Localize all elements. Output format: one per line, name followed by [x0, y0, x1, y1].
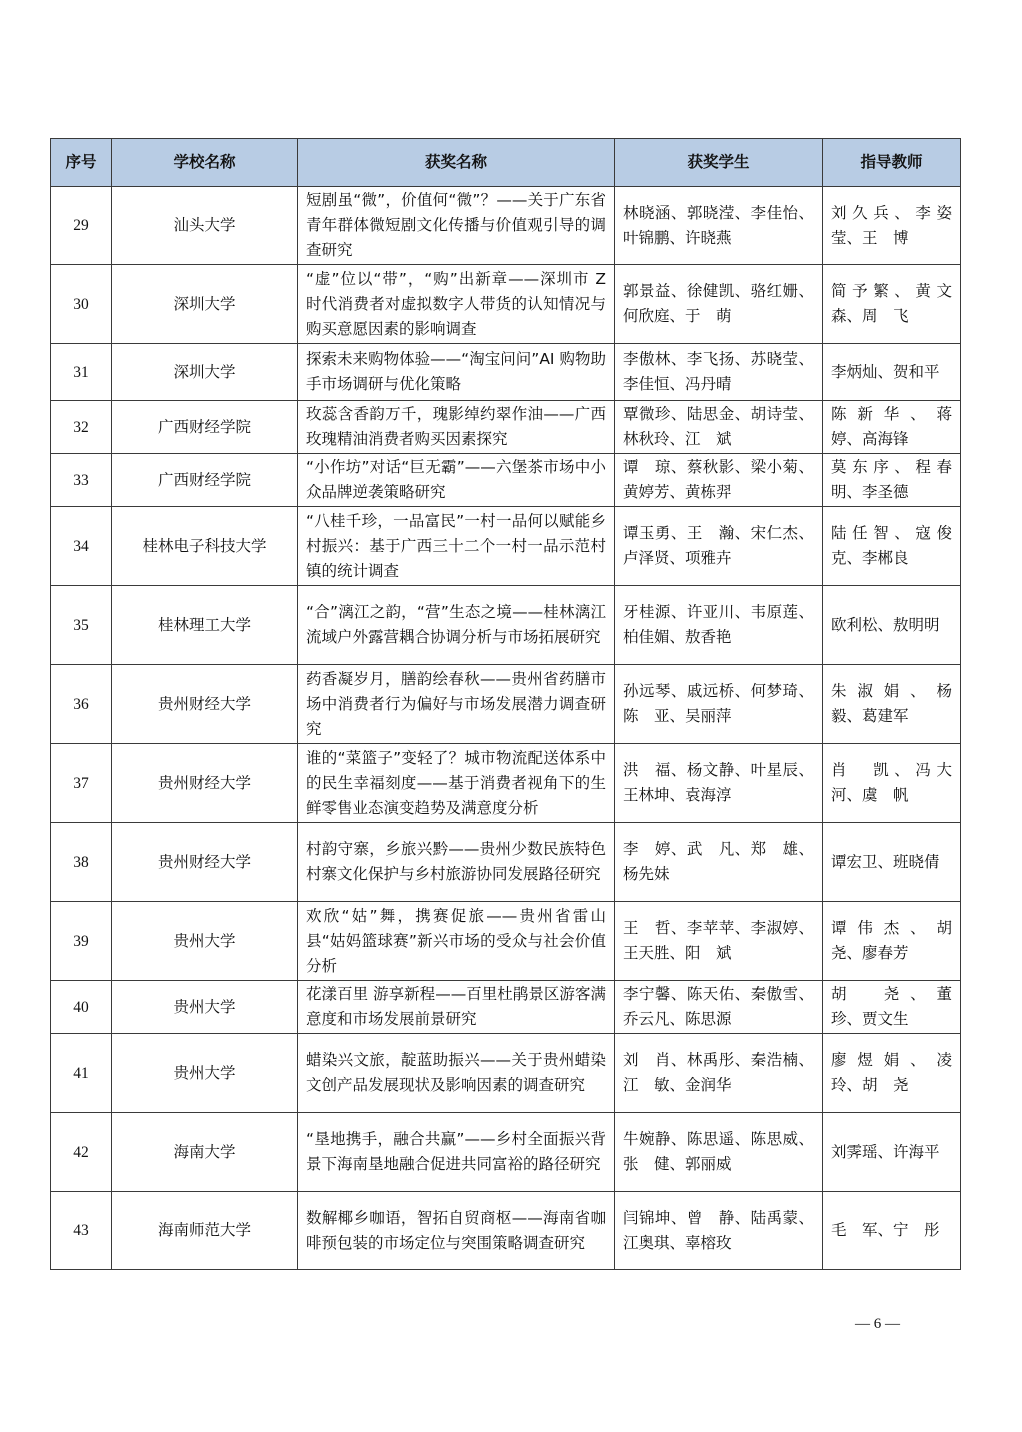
- award-students: 李宁馨、陈天佑、秦傲雪、乔云凡、陈思源: [615, 981, 823, 1034]
- table-row: [51, 1113, 961, 1192]
- row-number: 37: [51, 744, 112, 823]
- award-students: 闫锦坤、曾 静、陆禹蒙、江奥琪、辜榕玫: [615, 1192, 823, 1270]
- table-row: [51, 344, 961, 401]
- award-students: 洪 福、杨文静、叶星辰、王林坤、袁海淳: [615, 744, 823, 823]
- school-name: 广西财经学院: [112, 454, 298, 507]
- award-title: 短剧虽“微”，价值何“微”？——关于广东省青年群体微短剧文化传播与价值观引导的调查研究: [298, 187, 615, 265]
- school-name: 广西财经学院: [112, 401, 298, 454]
- award-students: 谭 琼、蔡秋影、梁小菊、黄婷芳、黄栋羿: [615, 454, 823, 507]
- table-row: [51, 187, 961, 265]
- table-row: [51, 1034, 961, 1113]
- table-header: [51, 139, 961, 187]
- award-title: 欢欣“姑”舞，携赛促旅——贵州省雷山县“姑妈篮球赛”新兴市场的受众与社会价值分析: [298, 902, 615, 981]
- row-number: 41: [51, 1034, 112, 1113]
- award-title: 玫蕊含香韵万千，瑰影绰约翠作油——广西玫瑰精油消费者购买因素探究: [298, 401, 615, 454]
- advisor-teachers: 肖 凯、冯大河、虞 帆: [823, 744, 961, 823]
- table-row: [51, 265, 961, 344]
- award-students: 孙远琴、戚远桥、何梦琦、陈 亚、吴丽萍: [615, 665, 823, 744]
- row-number: 29: [51, 187, 112, 265]
- school-name: 贵州财经大学: [112, 665, 298, 744]
- row-number: 38: [51, 823, 112, 902]
- advisor-teachers: 陈新华、蒋 婷、高海锋: [823, 401, 961, 454]
- table-row: [51, 586, 961, 665]
- table-body: [51, 187, 968, 1270]
- award-title: 药香凝岁月，膳韵绘春秋——贵州省药膳市场中消费者行为偏好与市场发展潜力调查研究: [298, 665, 615, 744]
- header-students: 获奖学生: [615, 139, 823, 187]
- row-number: 30: [51, 265, 112, 344]
- award-students: 李傲林、李飞扬、苏晓莹、李佳恒、冯丹晴: [615, 344, 823, 401]
- school-name: 海南师范大学: [112, 1192, 298, 1270]
- awards-table: [50, 138, 968, 1270]
- header-school: 学校名称: [112, 139, 298, 187]
- advisor-teachers: 简予繁、黄文森、周 飞: [823, 265, 961, 344]
- award-title: 村韵守寨，乡旅兴黔——贵州少数民族特色村寨文化保护与乡村旅游协同发展路径研究: [298, 823, 615, 902]
- award-students: 覃微珍、陆思金、胡诗莹、林秋玲、江 斌: [615, 401, 823, 454]
- school-name: 汕头大学: [112, 187, 298, 265]
- school-name: 桂林电子科技大学: [112, 507, 298, 586]
- school-name: 贵州大学: [112, 981, 298, 1034]
- school-name: 贵州财经大学: [112, 823, 298, 902]
- table-row: [51, 902, 961, 981]
- award-title: “垦地携手，融合共赢”——乡村全面振兴背景下海南垦地融合促进共同富裕的路径研究: [298, 1113, 615, 1192]
- header-row: [51, 139, 961, 187]
- table-row: [51, 401, 961, 454]
- header-teachers: 指导教师: [823, 139, 961, 187]
- page-number: — 6 —: [855, 1316, 900, 1332]
- row-number: 32: [51, 401, 112, 454]
- school-name: 贵州财经大学: [112, 744, 298, 823]
- award-students: 谭玉勇、王 瀚、宋仁杰、卢泽贤、项雅卉: [615, 507, 823, 586]
- table-row: [51, 507, 961, 586]
- header-num: 序号: [51, 139, 112, 187]
- award-students: 牙桂源、许亚川、韦原莲、柏佳媚、敖香艳: [615, 586, 823, 665]
- advisor-teachers: 欧利松、敖明明: [823, 586, 961, 665]
- award-title: 蜡染兴文旅，靛蓝助振兴——关于贵州蜡染文创产品发展现状及影响因素的调查研究: [298, 1034, 615, 1113]
- row-number: 43: [51, 1192, 112, 1270]
- table-row: [51, 1192, 961, 1270]
- row-number: 40: [51, 981, 112, 1034]
- table-row: [51, 665, 961, 744]
- header-award: 获奖名称: [298, 139, 615, 187]
- row-number: 31: [51, 344, 112, 401]
- school-name: 海南大学: [112, 1113, 298, 1192]
- award-students: 王 哲、李苹苹、李淑婷、王天胜、阳 斌: [615, 902, 823, 981]
- advisor-teachers: 谭宏卫、班晓倩: [823, 823, 961, 902]
- award-students: 郭景益、徐健凯、骆红姗、何欣庭、于 萌: [615, 265, 823, 344]
- advisor-teachers: 刘久兵、李姿莹、王 博: [823, 187, 961, 265]
- advisor-teachers: 朱淑娟、杨 毅、葛建军: [823, 665, 961, 744]
- award-title: “八桂千珍，一品富民”一村一品何以赋能乡村振兴：基于广西三十二个一村一品示范村镇的统计调查: [298, 507, 615, 586]
- award-students: 牛婉静、陈思遥、陈思威、张 健、郭丽威: [615, 1113, 823, 1192]
- advisor-teachers: 陆任智、寇俊克、李郴良: [823, 507, 961, 586]
- award-title: 谁的“菜篮子”变轻了？城市物流配送体系中的民生幸福刻度——基于消费者视角下的生鲜零售业态演变趋势及满意度分析: [298, 744, 615, 823]
- award-title: 数解椰乡咖语，智拓自贸商枢——海南省咖啡预包装的市场定位与突围策略调查研究: [298, 1192, 615, 1270]
- advisor-teachers: 廖煜娟、凌 玲、胡 尧: [823, 1034, 961, 1113]
- school-name: 深圳大学: [112, 265, 298, 344]
- award-students: 林晓涵、郭晓滢、李佳怡、叶锦鹏、许晓燕: [615, 187, 823, 265]
- award-title: 探索未来购物体验——“淘宝问问”AI 购物助手市场调研与优化策略: [298, 344, 615, 401]
- table-row: [51, 981, 961, 1034]
- advisor-teachers: 莫东序、程春明、李圣德: [823, 454, 961, 507]
- award-students: 刘 肖、林禹彤、秦浩楠、江 敏、金润华: [615, 1034, 823, 1113]
- row-number: 42: [51, 1113, 112, 1192]
- award-title: “合”漓江之韵，“营”生态之境——桂林漓江流域户外露营耦合协调分析与市场拓展研究: [298, 586, 615, 665]
- school-name: 桂林理工大学: [112, 586, 298, 665]
- advisor-teachers: 李炳灿、贺和平: [823, 344, 961, 401]
- advisor-teachers: 刘霁瑶、许海平: [823, 1113, 961, 1192]
- row-number: 35: [51, 586, 112, 665]
- row-number: 33: [51, 454, 112, 507]
- award-title: “小作坊”对话“巨无霸”——六堡茶市场中小众品牌逆袭策略研究: [298, 454, 615, 507]
- school-name: 贵州大学: [112, 1034, 298, 1113]
- advisor-teachers: 胡 尧、董 珍、贾文生: [823, 981, 961, 1034]
- table-row: [51, 744, 961, 823]
- school-name: 贵州大学: [112, 902, 298, 981]
- advisor-teachers: 谭伟杰、胡 尧、廖春芳: [823, 902, 961, 981]
- award-title: “虚”位以“带”，“购”出新章——深圳市 Z 时代消费者对虚拟数字人带货的认知情况与购买意愿因素的影响调查: [298, 265, 615, 344]
- table-row: [51, 823, 961, 902]
- advisor-teachers: 毛 军、宁 彤: [823, 1192, 961, 1270]
- table-row: [51, 454, 961, 507]
- row-number: 34: [51, 507, 112, 586]
- school-name: 深圳大学: [112, 344, 298, 401]
- award-title: 花漾百里 游享新程——百里杜鹃景区游客满意度和市场发展前景研究: [298, 981, 615, 1034]
- award-students: 李 婷、武 凡、郑 雄、杨先妹: [615, 823, 823, 902]
- row-number: 36: [51, 665, 112, 744]
- row-number: 39: [51, 902, 112, 981]
